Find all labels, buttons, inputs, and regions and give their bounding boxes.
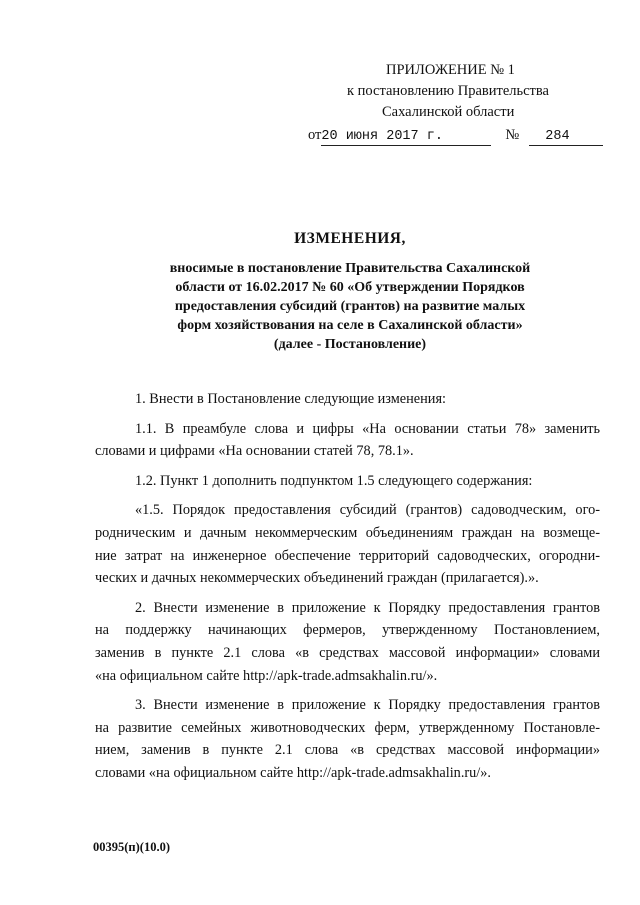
subtitle-line: форм хозяйствования на селе в Сахалинской области»	[177, 318, 523, 333]
body-paragraph	[95, 499, 600, 589]
date-prefix: от	[308, 127, 322, 143]
paragraph-line: «1.5. Порядок предоставления субсидий (грантов) садоводческим, ого-	[135, 502, 600, 519]
paragraph-line: 2. Внести изменение в приложение к Порядку предоставления грантов	[135, 599, 600, 616]
paragraph-line: ние затрат на инженерное обеспечение территорий садоводческих, огородни-	[95, 547, 600, 564]
paragraph-line: словами и цифрами «На основании статей 78, 78.1».	[95, 443, 414, 460]
document-subtitle	[100, 259, 600, 354]
appendix-header	[300, 60, 600, 146]
body-paragraph	[95, 418, 600, 463]
paragraph-line: 1.2. Пункт 1 дополнить подпунктом 1.5 следующего содержания:	[135, 472, 533, 489]
paragraph-line: 1.1. В преамбуле слова и цифры «На основании статьи 78» заменить	[135, 420, 600, 437]
body-paragraph	[95, 470, 600, 493]
document-code: 00395(п)(10.0)	[93, 840, 170, 854]
body-paragraph	[95, 388, 600, 411]
resolution-number: 284	[529, 129, 603, 146]
paragraph-line: родническим и дачным некоммерческим объединениям граждан на возмеще-	[95, 524, 600, 541]
appendix-label: ПРИЛОЖЕНИЕ № 1	[386, 62, 515, 78]
subtitle-line: области от 16.02.2017 № 60 «Об утверждении Порядков	[175, 280, 525, 295]
paragraph-line: на развитие семейных животноводческих ферм, утвержденному Постановле-	[95, 719, 600, 736]
paragraph-line: нием, заменив в пункте 2.1 слова «в средствах массовой информации»	[95, 742, 600, 759]
document-title: ИЗМЕНЕНИЯ,	[294, 230, 406, 247]
subtitle-line: предоставления субсидий (грантов) на развитие малых	[174, 299, 526, 314]
subtitle-line: вносимые в постановление Правительства Сахалинской	[169, 261, 531, 276]
resolution-reference: к постановлению Правительства	[347, 83, 549, 99]
document-body	[95, 388, 600, 785]
body-paragraph	[95, 694, 600, 784]
paragraph-line: ческих и дачных некоммерческих объединений граждан (прилагается).».	[95, 570, 539, 587]
resolution-date: 20 июня 2017 г.	[321, 129, 491, 146]
paragraph-line: 1. Внести в Постановление следующие изменения:	[135, 391, 446, 407]
paragraph-line: словами «на официальном сайте http://apk-trade.admsakhalin.ru/».	[95, 764, 491, 781]
date-number-line	[300, 125, 600, 146]
paragraph-line: заменив в пункте 2.1 слова «в средствах массовой информации» словами	[95, 644, 600, 661]
paragraph-line: «на официальном сайте http://apk-trade.admsakhalin.ru/».	[95, 667, 438, 684]
paragraph-line: на поддержку начинающих фермеров, утвержденному Постановлением,	[95, 622, 600, 639]
body-paragraph	[95, 597, 600, 687]
subtitle-line: (далее - Постановление)	[273, 337, 427, 352]
document-title-block	[100, 230, 600, 354]
number-sign: №	[505, 127, 520, 143]
paragraph-line: 3. Внести изменение в приложение к Порядку предоставления грантов	[135, 697, 600, 714]
region-name: Сахалинской области	[382, 104, 515, 120]
